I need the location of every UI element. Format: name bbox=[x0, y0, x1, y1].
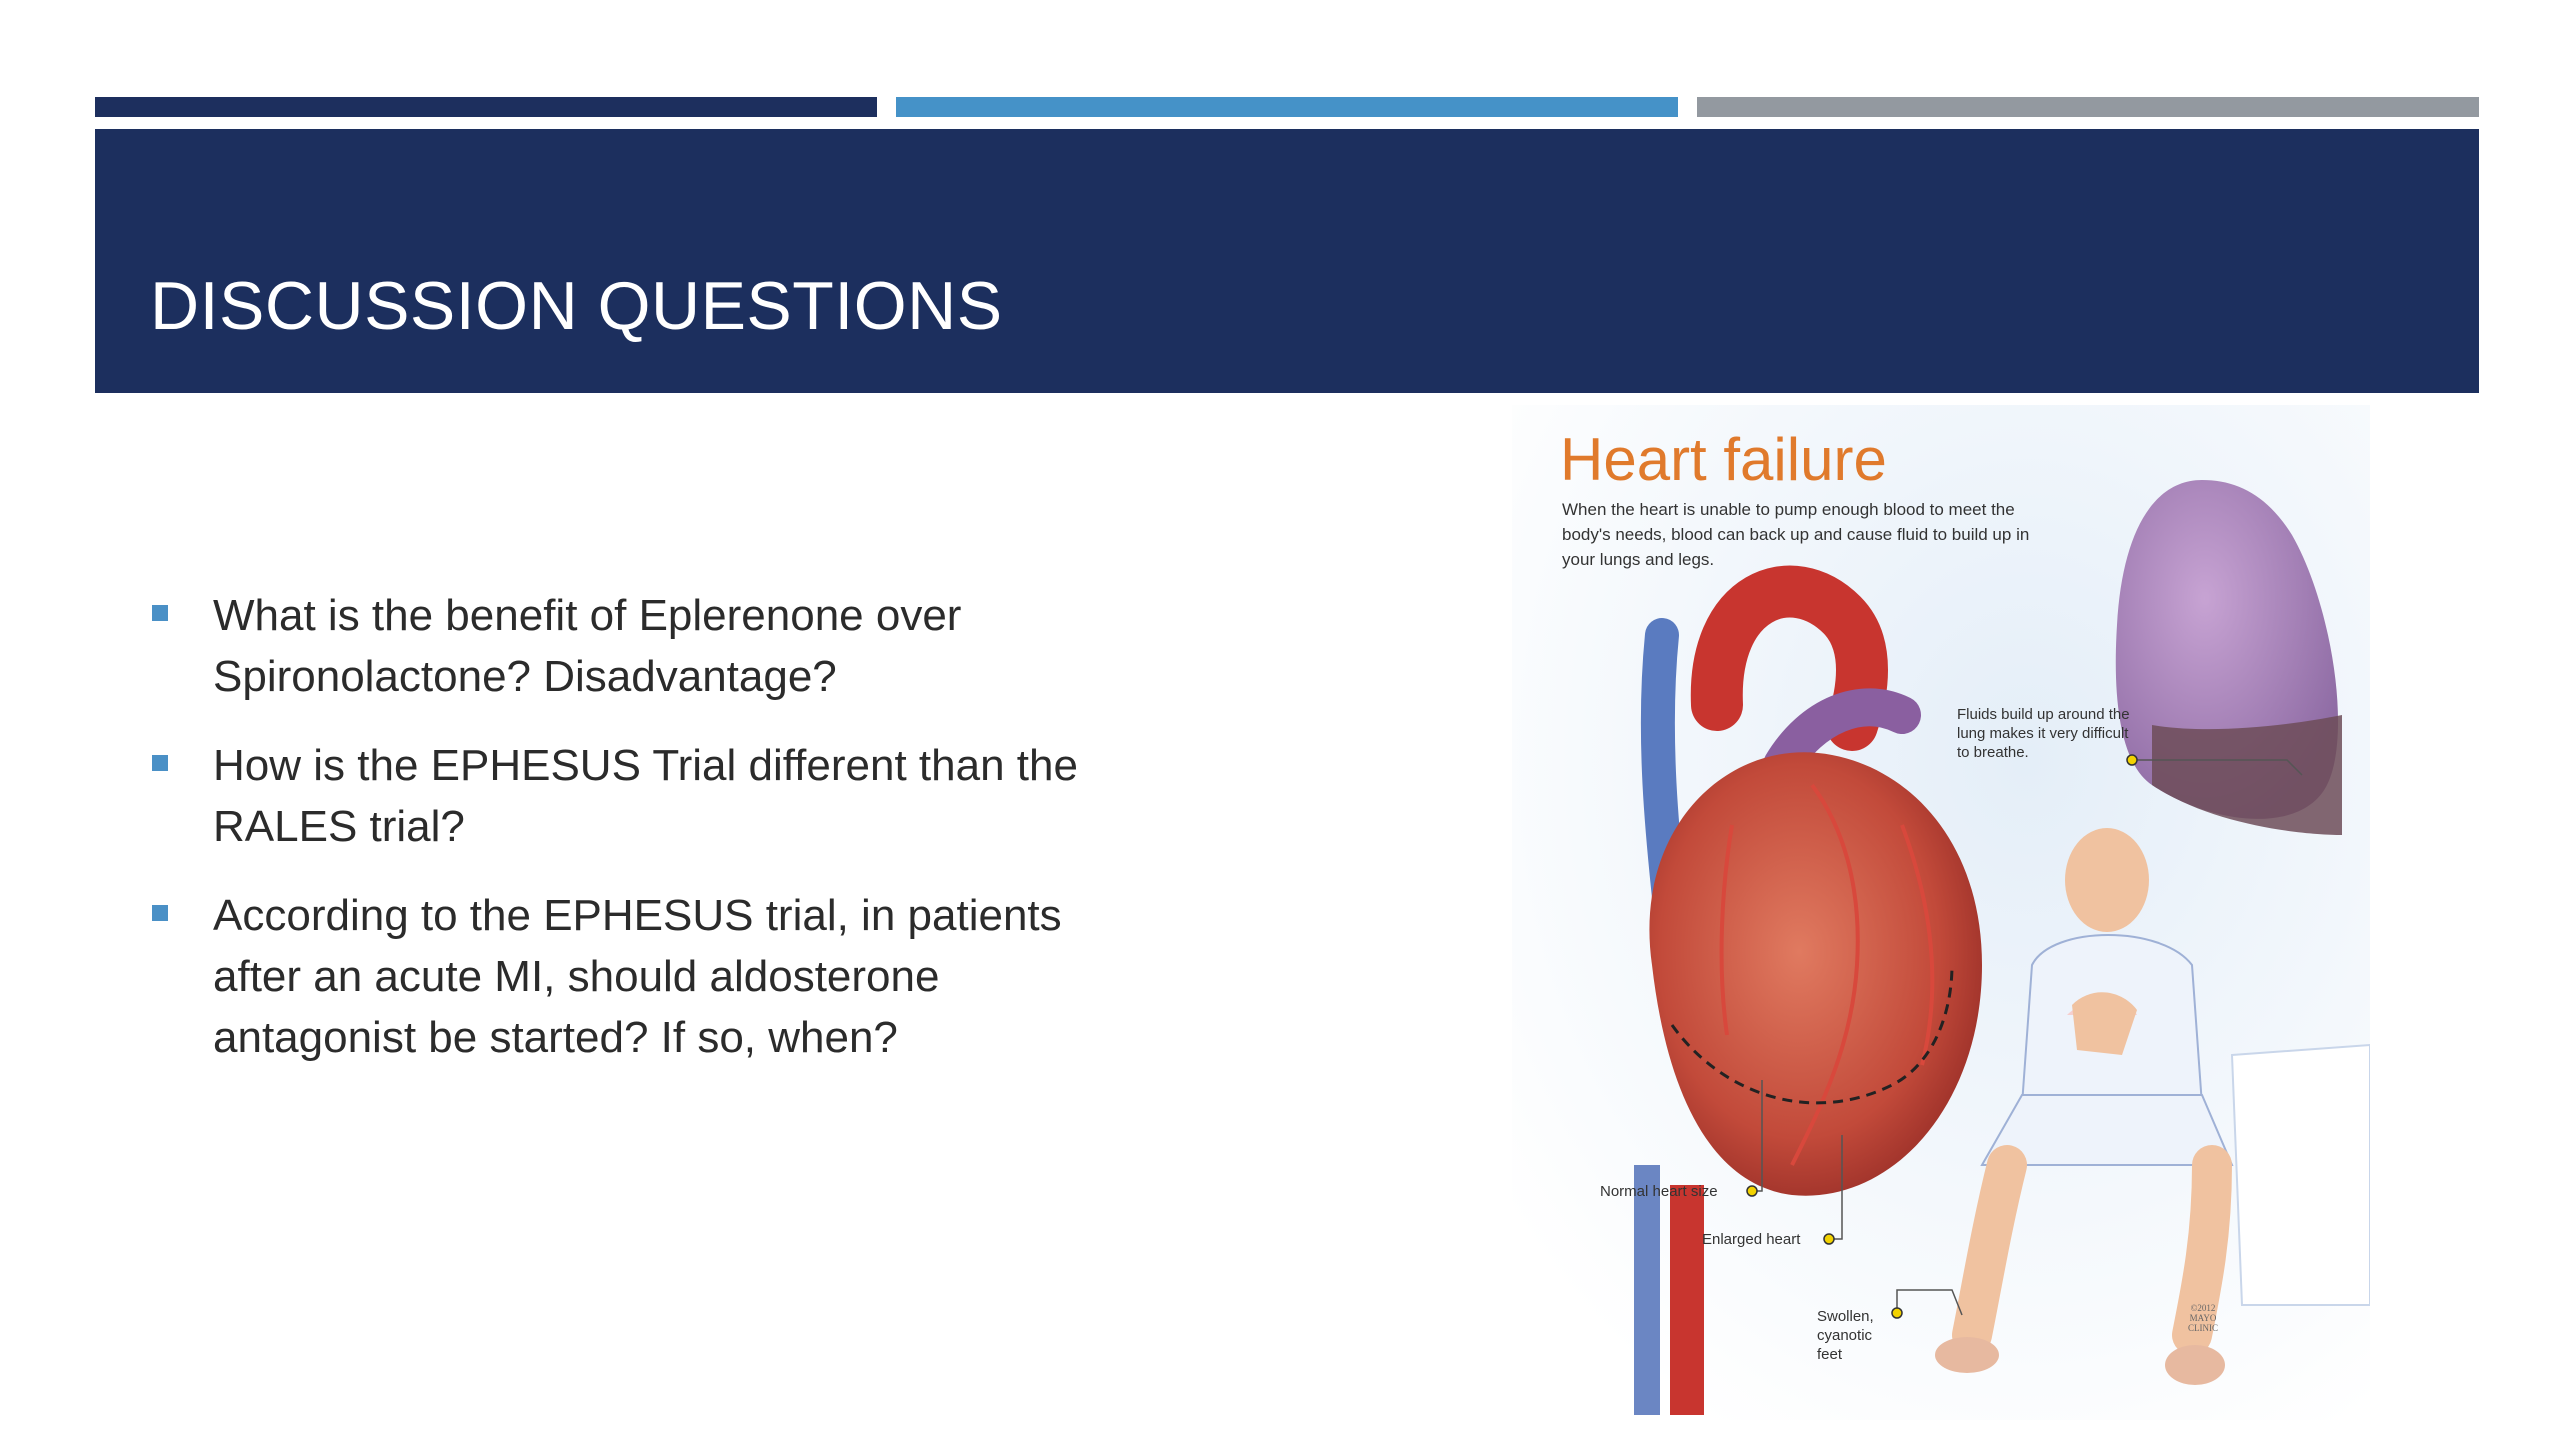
bullet-item bbox=[150, 585, 1150, 707]
feet-label: Swollen, cyanotic feet bbox=[1817, 1308, 1874, 1363]
normal-heart-label: Normal heart size bbox=[1600, 1183, 1718, 1200]
square-bullet-icon bbox=[152, 605, 168, 621]
bullet-text: What is the benefit of Eplerenone over Spironolactone? Disadvantage? bbox=[213, 591, 962, 701]
copyright-mark: ©2012 MAYO CLINIC bbox=[2188, 1303, 2218, 1333]
enlarged-heart-label: Enlarged heart bbox=[1702, 1231, 1801, 1248]
square-bullet-icon bbox=[152, 905, 168, 921]
bullet-text: According to the EPHESUS trial, in patients after an acute MI, should aldosterone antagonist be started? If so, when? bbox=[213, 891, 1062, 1062]
title-band bbox=[95, 129, 2479, 393]
accent-stripe-blue bbox=[896, 97, 1678, 117]
square-bullet-icon bbox=[152, 755, 168, 771]
figure-description: When the heart is unable to pump enough blood to meet the body's needs, blood can back up and cause fluid to build up in your lungs and legs. bbox=[1562, 500, 2030, 569]
figure-title: Heart failure bbox=[1560, 426, 1887, 493]
bullet-item bbox=[150, 885, 1150, 1068]
accent-stripe-gray bbox=[1697, 97, 2479, 117]
bullet-item bbox=[150, 735, 1150, 857]
slide-title: DISCUSSION QUESTIONS bbox=[150, 268, 1003, 344]
heart-failure-illustration bbox=[1512, 405, 2370, 1420]
bullet-list bbox=[150, 585, 1150, 1096]
bullet-text: How is the EPHESUS Trial different than the RALES trial? bbox=[213, 741, 1078, 851]
lung-fluid-label: Fluids build up around the lung makes it very difficult to breathe. bbox=[1957, 706, 2130, 761]
accent-stripe-navy bbox=[95, 97, 877, 117]
